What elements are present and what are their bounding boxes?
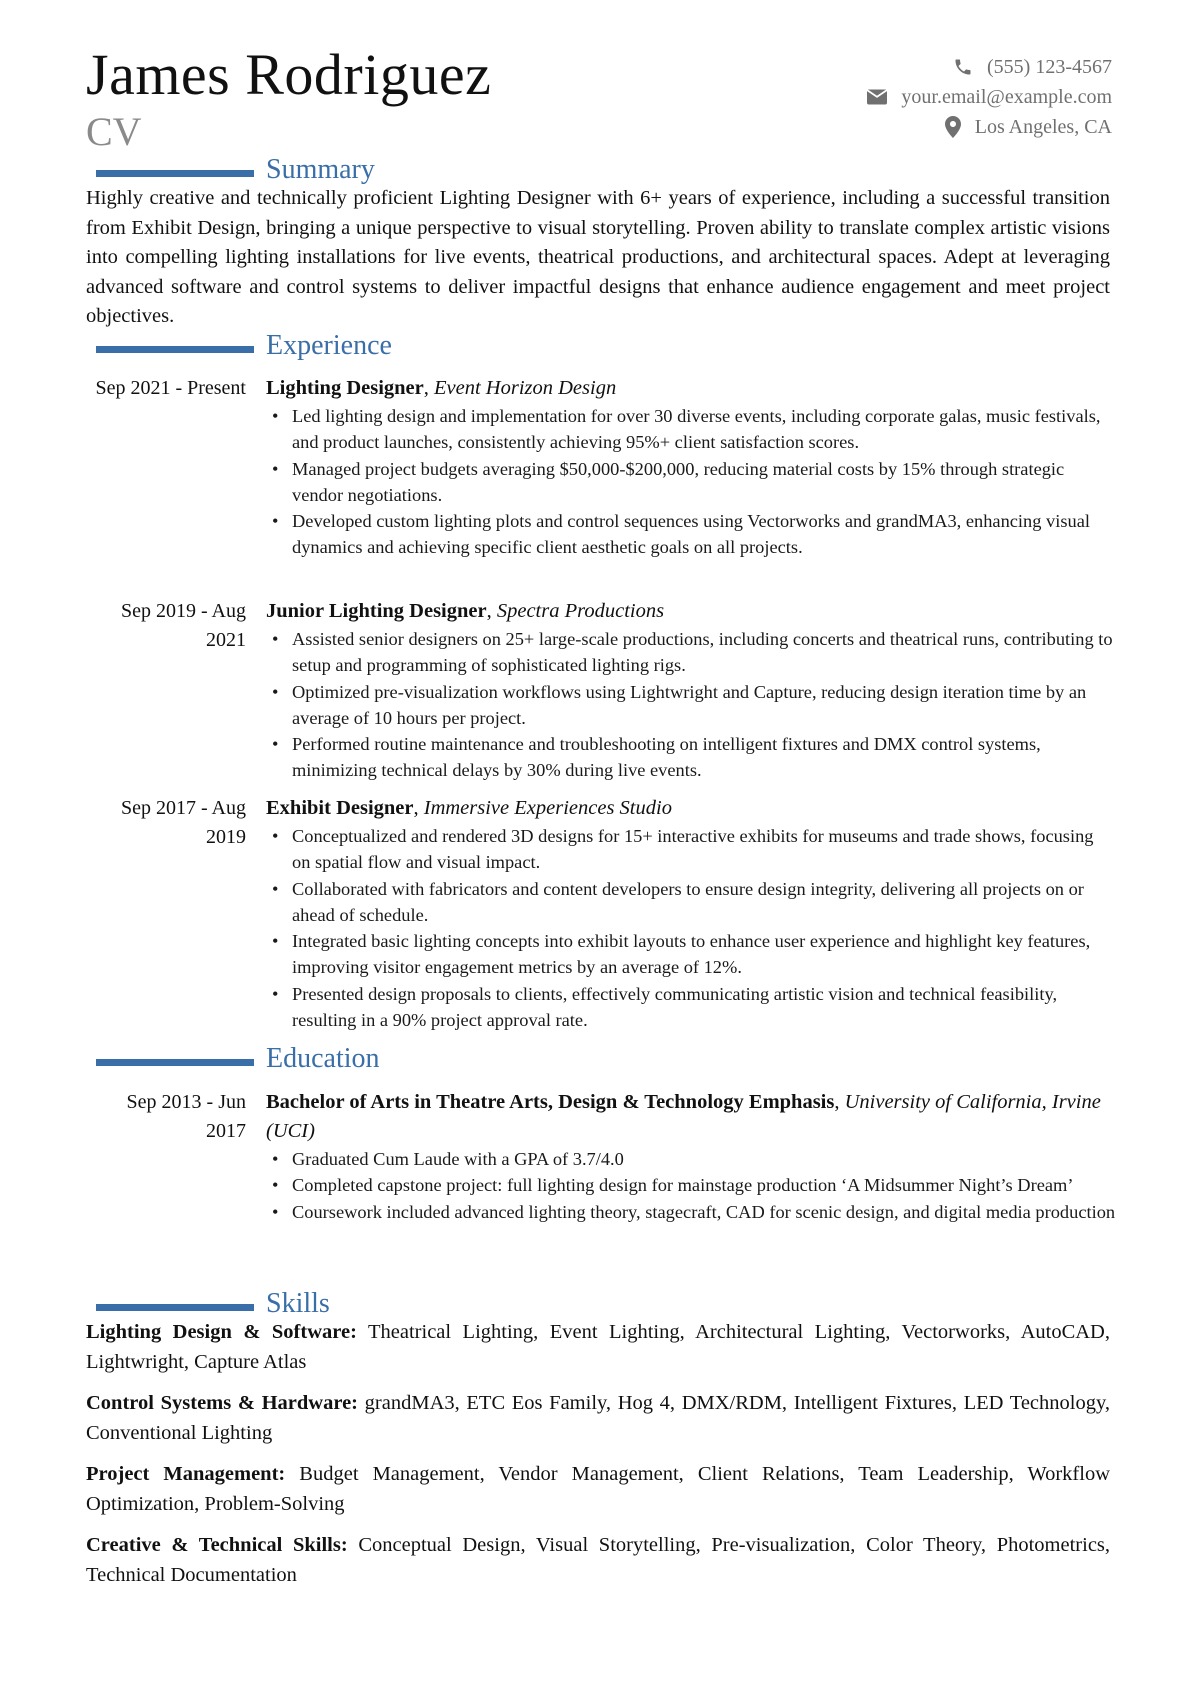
list-item: • Graduated Cum Laude with a GPA of 3.7/4.0	[266, 1146, 1116, 1172]
skill-label: Creative & Technical Skills:	[86, 1534, 348, 1556]
section-title-summary: Summary	[266, 154, 375, 185]
skill-label: Project Management:	[86, 1463, 286, 1485]
bullet-list	[266, 403, 1116, 561]
job-role: Exhibit Designer	[266, 797, 414, 819]
list-item: • Optimized pre-visualization workflows using Lightwright and Capture, reducing design iteration time by an average of 10 hours per project.	[266, 679, 1116, 732]
list-item: • Integrated basic lighting concepts into exhibit layouts to enhance user experience and highlight key features, improving visitor engagement metrics by an average of 12%.	[266, 928, 1116, 981]
section-header-experience	[96, 330, 392, 362]
entry-date: Sep 2019 - Aug 2021	[121, 600, 246, 651]
candidate-name: James Rodriguez	[86, 42, 492, 107]
list-item: • Managed project budgets averaging $50,000-$200,000, reducing material costs by 15% through strategic vendor negotiations.	[266, 456, 1116, 509]
section-accent-bar	[96, 170, 254, 177]
school-name: University of California, Irvine (UCI)	[266, 1091, 1101, 1142]
skill-row	[86, 1460, 1110, 1519]
entry-title: Bachelor of Arts in Theatre Arts, Design & Technology Emphasis, University of California, Irvine (UCI)	[266, 1091, 1101, 1142]
summary-text: Highly creative and technically proficient Lighting Designer with 6+ years of experience, including a successful transition from Exhibit Design, bringing a unique perspective to visual storytelling. Proven ability to translate complex artistic visions into compelling lighting installations for live events, theatrical productions, and architectural spaces. Adept at leveraging advanced software and control systems to deliver impactful designs that enhance audience engagement and meet project objectives.	[86, 187, 1110, 328]
skills-list	[86, 1318, 1110, 1602]
list-item: • Collaborated with fabricators and content developers to ensure design integrity, delivering all projects on or ahead of schedule.	[266, 876, 1116, 929]
section-header-summary	[96, 154, 375, 186]
list-item: • Performed routine maintenance and troubleshooting on intelligent fixtures and DMX control systems, minimizing technical delays by 30% during live events.	[266, 731, 1116, 784]
list-item: • Developed custom lighting plots and control sequences using Vectorworks and grandMA3, enhancing visual dynamics and achieving specific client aesthetic goals on all projects.	[266, 508, 1116, 561]
skill-items: Conceptual Design, Visual Storytelling, Pre-visualization, Color Theory, Photometrics, Technical Documentation	[86, 1534, 1111, 1586]
document-subtitle: CV	[86, 109, 142, 154]
email-text: your.email@example.com	[901, 86, 1112, 108]
bullet-list	[266, 1146, 1116, 1225]
job-org: Spectra Productions	[496, 600, 665, 622]
skill-label: Lighting Design & Software:	[86, 1321, 357, 1343]
entry-title: Lighting Designer, Event Horizon Design	[266, 377, 617, 399]
map-pin-icon	[945, 116, 961, 138]
section-title-experience: Experience	[266, 330, 392, 361]
skill-items: Budget Management, Vendor Management, Client Relations, Team Leadership, Workflow Optimization, Problem-Solving	[86, 1463, 1110, 1515]
contact-phone[interactable]	[867, 52, 1112, 82]
section-accent-bar	[96, 346, 254, 353]
skill-row	[86, 1389, 1110, 1448]
entry-date: Sep 2017 - Aug 2019	[121, 797, 246, 848]
skill-row	[86, 1531, 1110, 1590]
entry-title: Junior Lighting Designer, Spectra Productions	[266, 600, 665, 622]
phone-text: (555) 123-4567	[987, 56, 1112, 78]
entry-date: Sep 2013 - Jun 2017	[126, 1091, 246, 1142]
job-org: Event Horizon Design	[434, 377, 617, 399]
bullet-list	[266, 823, 1116, 1033]
envelope-icon	[867, 89, 887, 105]
job-org: Immersive Experiences Studio	[423, 797, 672, 819]
section-accent-bar	[96, 1304, 254, 1311]
job-role: Lighting Designer	[266, 377, 424, 399]
skill-items: Theatrical Lighting, Event Lighting, Architectural Lighting, Vectorworks, AutoCAD, Lightwright, Capture Atlas	[86, 1321, 1110, 1373]
phone-icon	[953, 57, 973, 77]
list-item: • Conceptualized and rendered 3D designs for 15+ interactive exhibits for museums and trade shows, focusing on spatial flow and visual impact.	[266, 823, 1116, 876]
list-item: • Coursework included advanced lighting theory, stagecraft, CAD for scenic design, and digital media production	[266, 1199, 1116, 1225]
location-text: Los Angeles, CA	[974, 116, 1112, 138]
section-header-skills	[96, 1288, 330, 1320]
list-item: • Completed capstone project: full lighting design for mainstage production ‘A Midsummer Night’s Dream’	[266, 1172, 1116, 1198]
bullet-list	[266, 626, 1116, 784]
section-title-education: Education	[266, 1043, 380, 1074]
contact-block	[867, 52, 1112, 142]
section-accent-bar	[96, 1059, 254, 1066]
contact-location	[867, 112, 1112, 142]
contact-email[interactable]	[867, 82, 1112, 112]
skill-label: Control Systems & Hardware:	[86, 1392, 359, 1414]
list-item: • Presented design proposals to clients, effectively communicating artistic vision and technical feasibility, resulting in a 90% project approval rate.	[266, 981, 1116, 1034]
section-header-education	[96, 1043, 380, 1075]
job-role: Junior Lighting Designer	[266, 600, 487, 622]
degree-name: Bachelor of Arts in Theatre Arts, Design & Technology Emphasis	[266, 1091, 835, 1113]
skill-items: grandMA3, ETC Eos Family, Hog 4, DMX/RDM, Intelligent Fixtures, LED Technology, Conventional Lighting	[86, 1392, 1111, 1444]
skill-row	[86, 1318, 1110, 1377]
entry-title: Exhibit Designer, Immersive Experiences Studio	[266, 797, 672, 819]
section-title-skills: Skills	[266, 1288, 330, 1319]
list-item: • Assisted senior designers on 25+ large-scale productions, including concerts and theatrical runs, contributing to setup and programming of sophisticated lighting rigs.	[266, 626, 1116, 679]
entry-date: Sep 2021 - Present	[95, 377, 246, 399]
list-item: • Led lighting design and implementation for over 30 diverse events, including corporate galas, music festivals, and product launches, consistently achieving 95%+ client satisfaction scores.	[266, 403, 1116, 456]
